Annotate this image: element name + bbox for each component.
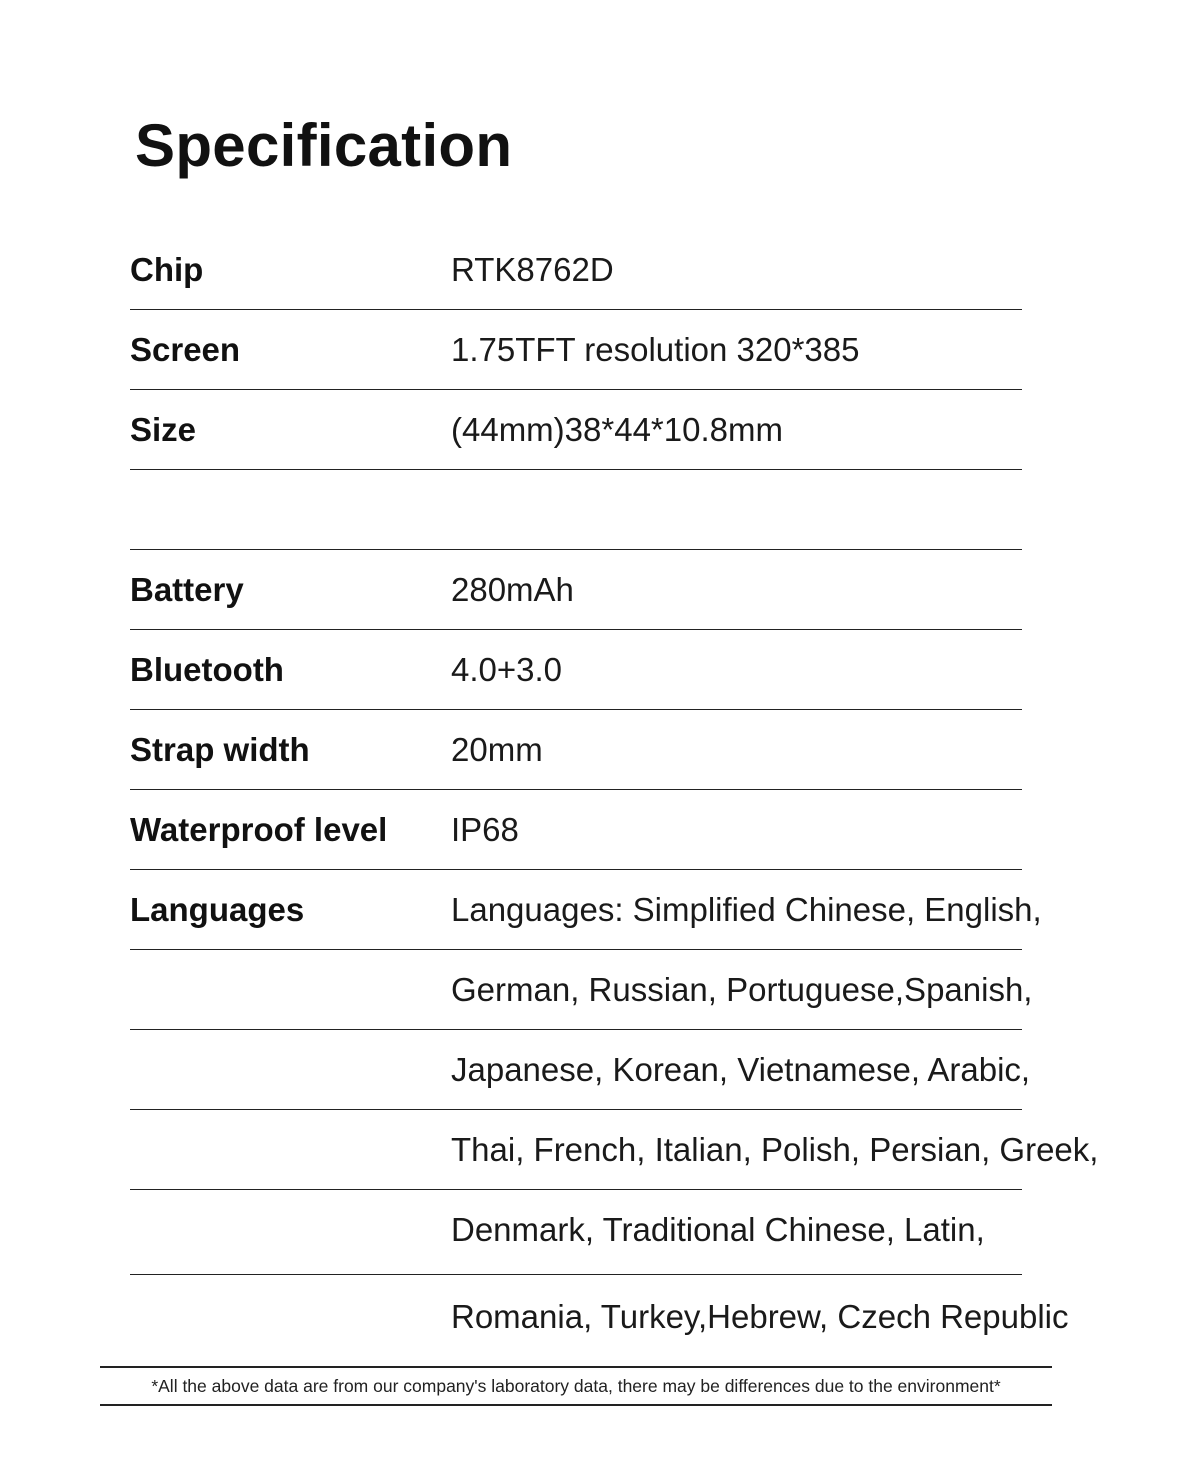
spec-value: German, Russian, Portuguese,Spanish,: [451, 971, 1033, 1008]
spec-value: Denmark, Traditional Chinese, Latin,: [451, 1211, 985, 1248]
spec-value: 1.75TFT resolution 320*385: [451, 331, 860, 368]
spec-row-languages-cont: [130, 1030, 1031, 1110]
spec-row-battery: [130, 550, 1022, 630]
spec-row-strap-width: [130, 710, 1022, 790]
spec-row-bluetooth: [130, 630, 1022, 710]
spec-label: Strap width: [130, 731, 310, 768]
spec-value: 4.0+3.0: [451, 651, 563, 688]
spec-value: IP68: [451, 811, 519, 848]
spec-value: Languages: Simplified Chinese, English,: [451, 891, 1042, 928]
spec-value: Thai, French, Italian, Polish, Persian, Greek,: [451, 1131, 1099, 1168]
spec-row-empty: [130, 470, 1022, 550]
spec-label: Size: [130, 411, 197, 448]
spec-row-screen: [130, 310, 1022, 390]
spec-value: Romania, Turkey,Hebrew, Czech Republic: [451, 1298, 1069, 1335]
spec-value: 20mm: [451, 731, 543, 768]
spec-row-languages: [130, 870, 1042, 950]
spec-row-languages-cont: [130, 1110, 1099, 1190]
spec-label: Screen: [130, 331, 241, 368]
spec-value: (44mm)38*44*10.8mm: [451, 411, 783, 448]
spec-row-size: [130, 390, 1022, 470]
spec-row-languages-cont: [130, 1190, 1022, 1275]
spec-label: Bluetooth: [130, 651, 284, 688]
disclaimer-footnote: *All the above data are from our company's laboratory data, there may be differences due to the environment*: [100, 1366, 1052, 1406]
spec-row-waterproof: [130, 790, 1022, 870]
spec-row-languages-cont: [130, 1275, 1069, 1355]
spec-label: Battery: [130, 571, 244, 608]
spec-value: Japanese, Korean, Vietnamese, Arabic,: [451, 1051, 1031, 1088]
spec-label: Waterproof level: [130, 811, 388, 848]
page-title: Specification: [135, 112, 513, 179]
spec-label: Languages: [130, 891, 305, 928]
spec-value: RTK8762D: [451, 251, 614, 288]
spec-row-languages-cont: [130, 950, 1033, 1030]
spec-label: Chip: [130, 251, 204, 288]
spec-value: 280mAh: [451, 571, 574, 608]
spec-table: [130, 230, 1099, 1355]
spec-row-chip: [130, 230, 1022, 310]
